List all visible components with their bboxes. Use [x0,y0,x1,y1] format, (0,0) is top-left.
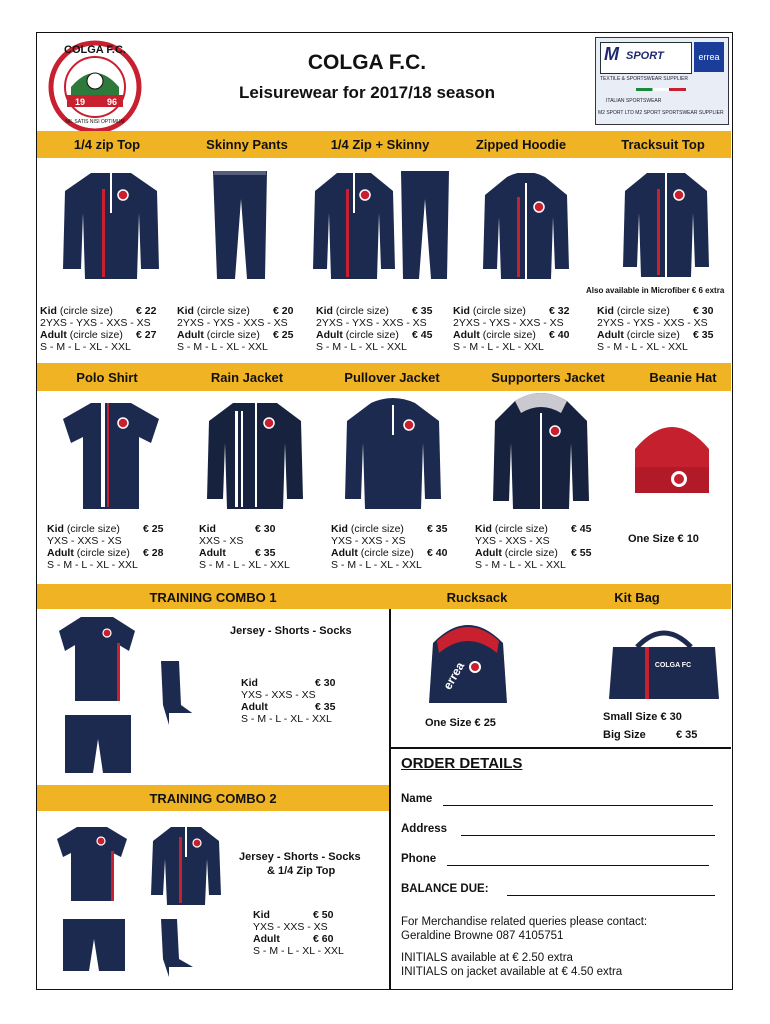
rucksack-price: One Size € 25 [425,717,496,729]
combo1-items: Jersey - Shorts - Socks [230,625,352,637]
balance-due-field[interactable] [507,895,715,896]
svg-text:COLGA FC: COLGA FC [654,662,692,669]
kit-bag-image [607,627,721,707]
combo2-quarter-zip-image [151,823,221,907]
header-tracksuit-top: Tracksuit Top [621,137,705,152]
initials-line-1: INITIALS available at € 2.50 extra [401,952,573,964]
zipped-hoodie-image [481,173,571,281]
phone-field[interactable] [447,865,709,866]
header-supporters-jacket: Supporters Jacket [491,370,605,385]
rain-jacket-image [205,399,305,511]
sponsor-brand-errea: errea [694,42,724,72]
combo1-shorts-image [63,713,133,775]
phone-field-label: Phone [401,853,437,865]
name-field[interactable] [443,805,713,806]
header-training-combo-2: TRAINING COMBO 2 [149,791,277,806]
kit-bag-big-label: Big Size [603,729,646,741]
header-pullover-jacket: Pullover Jacket [344,370,440,385]
sponsor-line-3: M2 SPORT LTD M2 SPORT SPORTSWEAR SUPPLIER [598,110,724,116]
beanie-price: One Size € 10 [628,533,699,545]
header-zip-skinny: 1/4 Zip + Skinny [330,137,430,152]
contact-line-2: Geraldine Browne 087 4105751 [401,930,564,942]
svg-text:19: 19 [75,97,86,107]
polo-shirt-image [61,399,161,511]
sponsor-logo: SPORT M errea TEXTILE & SPORTSWEAR SUPPLIER ITALIAN SPORTSWEAR M2 SPORT LTD M2 SPORT SPORTSWEAR SUPPLIER [595,37,729,125]
header-skinny-pants: Skinny Pants [206,137,288,152]
page-subtitle: Leisurewear for 2017/18 season [238,83,496,102]
initials-line-2: INITIALS on jacket available at € 4.50 extra [401,966,623,978]
combo2-items-line1: Jersey - Shorts - Socks [239,851,361,863]
quarter-zip-top-image [61,169,161,281]
header-quarter-zip-top: 1/4 zip Top [73,137,141,152]
order-section-top-rule [389,747,731,749]
sponsor-line-1: TEXTILE & SPORTSWEAR SUPPLIER [600,76,688,82]
header-beanie-hat: Beanie Hat [649,370,717,385]
header-rucksack: Rucksack [446,590,508,605]
address-field[interactable] [461,835,715,836]
kit-bag-big-price: € 35 [676,729,698,741]
combo1-socks-image [155,659,199,729]
order-form-sheet: COLGA F.C. 19 96 NIL SATIS NISI OPTIMUM COLGA F.C. Leisurewear for 2017/18 season SPORT M errea TEXTILE & SPORTSWEAR SUPPLIER ITALIAN SPORTSWEAR M2 SPORT LTD M2 SPORT SPORTSWEAR SUPPLIER 1/4 zip Top Skinny Pants 1/4 Zip + Skinny Zipped Hoodie Tracksuit Top Also available in Microfiber € 6 extra Kid (circle size) € 22 2YXS - YXS - XXS - XS Adult (circle size) € 27 S - M - L - XL - XXL Kid (circle size) € 20 2YXS - YXS - XXS - XS Adult (circle size) € 25 S - M - L - XL - XXL Kid (circle size) € 35 2YXS - YXS - XXS - XS Adult (circle size) € 45 S - M - L - XL - XXL Kid (circle size) € 32 2YXS - YXS - XXS - XS Adult (circle size) € 40 S - M - L - XL - XXL Kid (circle size) € 30 2YXS - YXS - XXS - XS Adult (circle size) € 35 S - M - L - XL - XXL Polo Shirt Rain Jacket Pullover Jacket Supporters Jacket Beanie Hat Kid (circle size) € 25 YXS - XXS - XS Adult (circle size) € 28 S - M - L - XL - XXL Kid € 30 XXS - XS Adult € 35 S - M - L - XL - XXL Kid (circle size) € 35 YXS - XXS - XS Adult (circle size) € 40 S - M - L - XL - XXL Kid (circle size) € 45 YXS - XXS - XS Adult (circle size) € 55 S - M - L - XL - XXL One Size € 10 TRAINING COMBO 1 Rucksack Kit Bag Jersey - Shorts - Socks Kid € 30 YXS - XXS - XS Adult € 35 S - M - L - XL - XXL errea One Size € 25 COLGA FC Small Size € 30 Big Size € 35 TRAINING COMBO 2 Jersey - Shorts - Socks & 1/4 Zip Top Kid € 50 YXS - XXS - XS Adult € 60 S - M - L - XL - XXL ORDER DETAILS Name Address Phone BALANCE DUE: For Merchandise related queries please contact: Geraldine Browne 087 4105751 INITIALS available at € 2.50 extra INITIALS on jacket available at € 4.50 extra [36,32,733,990]
address-field-label: Address [401,823,448,835]
club-crest-logo [41,37,149,133]
combo2-shorts-image [61,917,127,973]
sponsor-line-2: ITALIAN SPORTSWEAR [606,98,662,104]
svg-text:COLGA F.C.: COLGA F.C. [64,44,126,56]
svg-text:96: 96 [107,97,118,107]
header-polo-shirt: Polo Shirt [76,370,138,385]
combo2-items-line2: & 1/4 Zip Top [267,865,336,877]
zip-skinny-set-image [313,169,453,281]
tracksuit-top-image [621,169,711,279]
combo2-jersey-image [57,823,127,903]
combo2-socks-image [157,917,197,981]
page-title: COLGA F.C. [307,51,427,74]
balance-due-label: BALANCE DUE: [401,883,489,895]
contact-line-1: For Merchandise related queries please contact: [401,916,648,928]
microfiber-note: Also available in Microfiber € 6 extra [586,286,725,295]
header-rain-jacket: Rain Jacket [210,370,284,385]
header-kit-bag: Kit Bag [614,590,660,605]
supporters-jacket-image [491,391,591,511]
order-details-title: ORDER DETAILS [401,755,523,772]
lower-column-divider [389,609,391,989]
combo1-jersey-image [59,613,135,703]
beanie-hat-image [627,409,717,497]
name-field-label: Name [401,793,433,805]
svg-text:NIL SATIS NISI OPTIMUM: NIL SATIS NISI OPTIMUM [65,119,125,125]
kit-bag-small-price: Small Size € 30 [603,711,682,723]
header-training-combo-1: TRAINING COMBO 1 [149,590,277,605]
rucksack-image [423,613,513,709]
header-zipped-hoodie: Zipped Hoodie [475,137,567,152]
sponsor-brand-m2: SPORT [626,50,664,62]
pullover-jacket-image [343,395,443,511]
svg-text:errea: errea [440,659,468,692]
skinny-pants-image [205,169,275,281]
